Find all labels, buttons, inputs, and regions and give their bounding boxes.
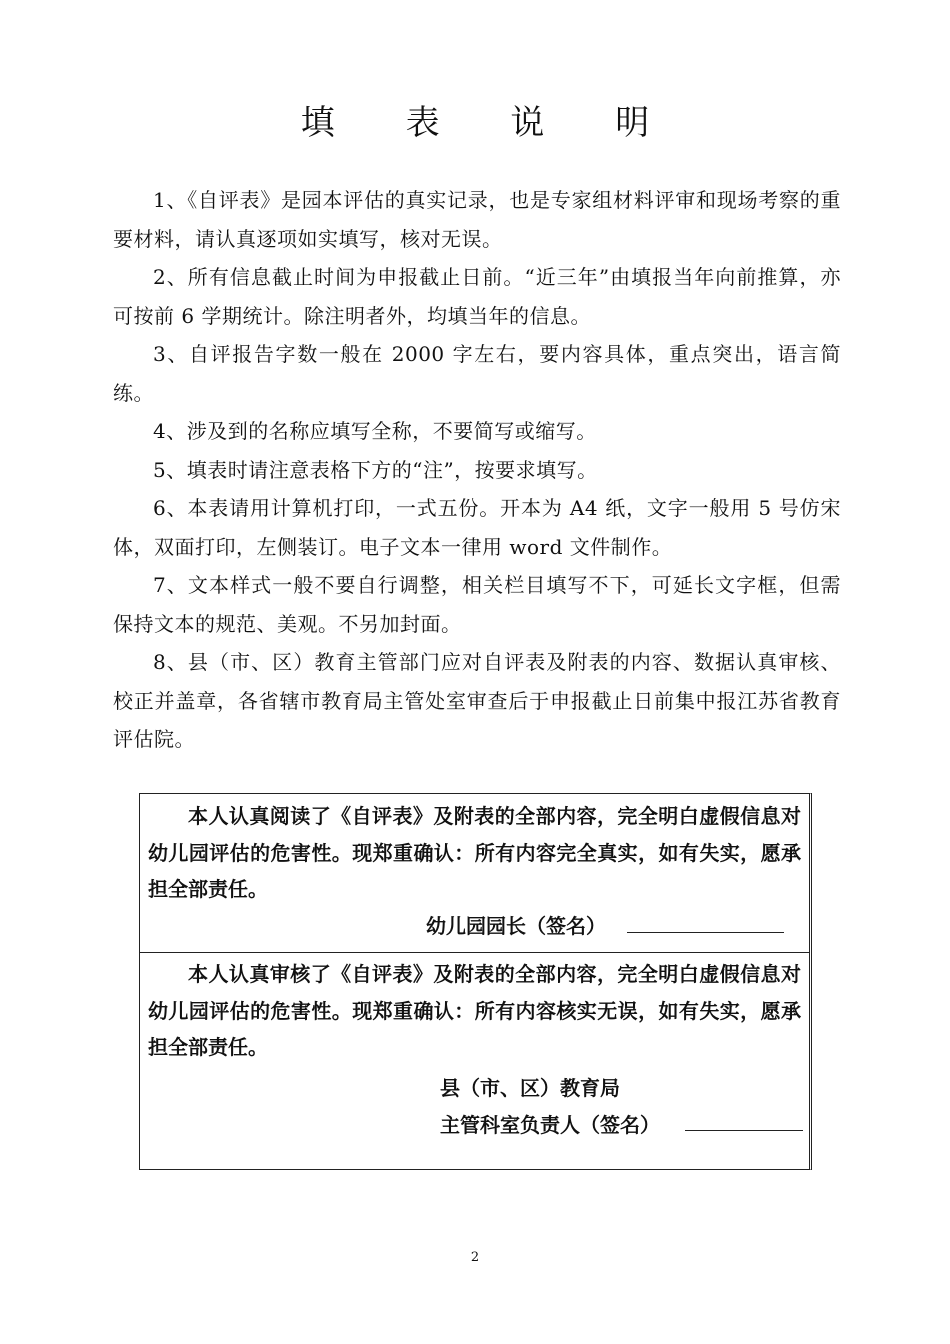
confirmation-box (139, 793, 812, 1170)
page-title: 填 表 说 明 (300, 103, 680, 143)
principal-signature-line[interactable] (627, 932, 784, 933)
section-divider (140, 952, 809, 953)
bureau-signature-label: 主管科室负责人（签名） (440, 1113, 660, 1137)
instruction-item: 5、填表时请注意表格下方的“注”，按要求填写。 (153, 457, 598, 482)
instruction-item: 1、《自评表》是园本评估的真实记录，也是专家组材料评审和现场考察的重要材料，请认真逐项如实填写，核对无误。 (113, 188, 841, 251)
instruction-item: 6、本表请用计算机打印，一式五份。开本为 A4 纸，文字一般用 5 号仿宋体，双面打印，左侧装订。电子文本一律用 word 文件制作。 (113, 496, 841, 559)
instructions-list (113, 181, 841, 759)
principal-statement: 本人认真阅读了《自评表》及附表的全部内容，完全明白虚假信息对幼儿园评估的危害性。现郑重确认：所有内容完全真实，如有失实，愿承担全部责任。 (148, 804, 801, 901)
instruction-item: 8、县（市、区）教育主管部门应对自评表及附表的内容、数据认真审核、校正并盖章，各省辖市教育局主管处室审查后于申报截止日前集中报江苏省教育评估院。 (113, 650, 841, 751)
bureau-confirmation (140, 956, 809, 1166)
instruction-item: 4、涉及到的名称应填写全称，不要简写或缩写。 (153, 419, 597, 443)
page-number: 2 (470, 1250, 480, 1265)
principal-confirmation (140, 798, 809, 950)
instruction-item: 2、所有信息截止时间为申报截止日前。“近三年”由填报当年向前推算，亦可按前 6 学期统计。除注明者外，均填当年的信息。 (113, 265, 841, 328)
bureau-signature-line[interactable] (685, 1130, 803, 1131)
bureau-statement: 本人认真审核了《自评表》及附表的全部内容，完全明白虚假信息对幼儿园评估的危害性。现郑重确认：所有内容核实无误，如有失实，愿承担全部责任。 (148, 962, 801, 1059)
bureau-org-label: 县（市、区）教育局 (440, 1076, 620, 1100)
instruction-item: 7、文本样式一般不要自行调整，相关栏目填写不下，可延长文字框，但需保持文本的规范、美观。不另加封面。 (113, 573, 841, 636)
instruction-item: 3、自评报告字数一般在 2000 字左右，要内容具体，重点突出，语言简练。 (113, 342, 841, 405)
principal-signature-label: 幼儿园园长（签名） (426, 914, 606, 938)
